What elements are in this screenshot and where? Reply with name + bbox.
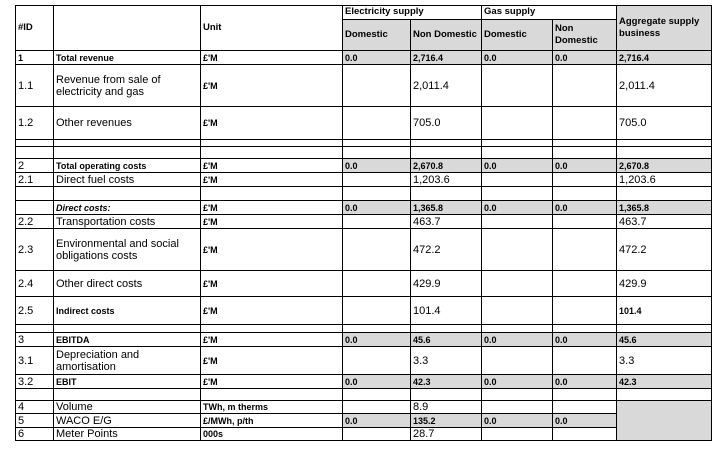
header-aggregate: Aggregate supply business <box>617 6 712 51</box>
header-electricity-supply: Electricity supply <box>343 6 482 20</box>
header-elec-domestic: Domestic <box>343 20 411 51</box>
header-gas-non-domestic: Non Domestic <box>553 20 617 51</box>
header-unit: Unit <box>201 6 343 51</box>
table-row: 2.4 Other direct costs £'M 429.9 429.9 <box>16 271 712 297</box>
table-row: Direct costs: £'M 0.0 1,365.8 0.0 0.0 1,365.8 <box>16 201 712 215</box>
table-row: 3.1 Depreciation and amortisation £'M 3.3 3.3 <box>16 347 712 375</box>
table-row: 2.5 Indirect costs £'M 101.4 101.4 <box>16 297 712 325</box>
table-row: 1.1 Revenue from sale of electricity and gas £'M 2,011.4 2,011.4 <box>16 65 712 107</box>
spacer-row <box>16 140 712 147</box>
table-row: 3.2 EBIT £'M 0.0 42.3 0.0 0.0 42.3 <box>16 375 712 389</box>
supply-business-table <box>15 5 712 441</box>
header-gas-domestic: Domestic <box>482 20 553 51</box>
spacer-row <box>16 325 712 333</box>
table-row: 2.1 Direct fuel costs £'M 1,203.6 1,203.6 <box>16 173 712 187</box>
table-row: 2.3 Environmental and social obligations costs £'M 472.2 472.2 <box>16 229 712 271</box>
table-row: 1.2 Other revenues £'M 705.0 705.0 <box>16 107 712 140</box>
table-row: 4 Volume TWh, m therms 8.9 <box>16 401 712 414</box>
header-elec-non-domestic: Non Domestic <box>411 20 482 51</box>
spacer-row <box>16 147 712 159</box>
header-id: #ID <box>16 6 54 51</box>
table-row: 3 EBITDA £'M 0.0 45.6 0.0 0.0 45.6 <box>16 333 712 347</box>
table-row: 5 WACO E/G £/MWh, p/th 0.0 135.2 0.0 0.0 <box>16 414 712 428</box>
table-row: 2 Total operating costs £'M 0.0 2,670.8 0.0 0.0 2,670.8 <box>16 159 712 173</box>
table-row: 1 Total revenue £'M 0.0 2,716.4 0.0 0.0 2,716.4 <box>16 51 712 65</box>
table-row: 6 Meter Points 000s 28.7 <box>16 428 712 441</box>
header-gas-supply: Gas supply <box>482 6 617 20</box>
spacer-row <box>16 389 712 401</box>
spacer-row <box>16 187 712 201</box>
table-row: 2.2 Transportation costs £'M 463.7 463.7 <box>16 215 712 229</box>
